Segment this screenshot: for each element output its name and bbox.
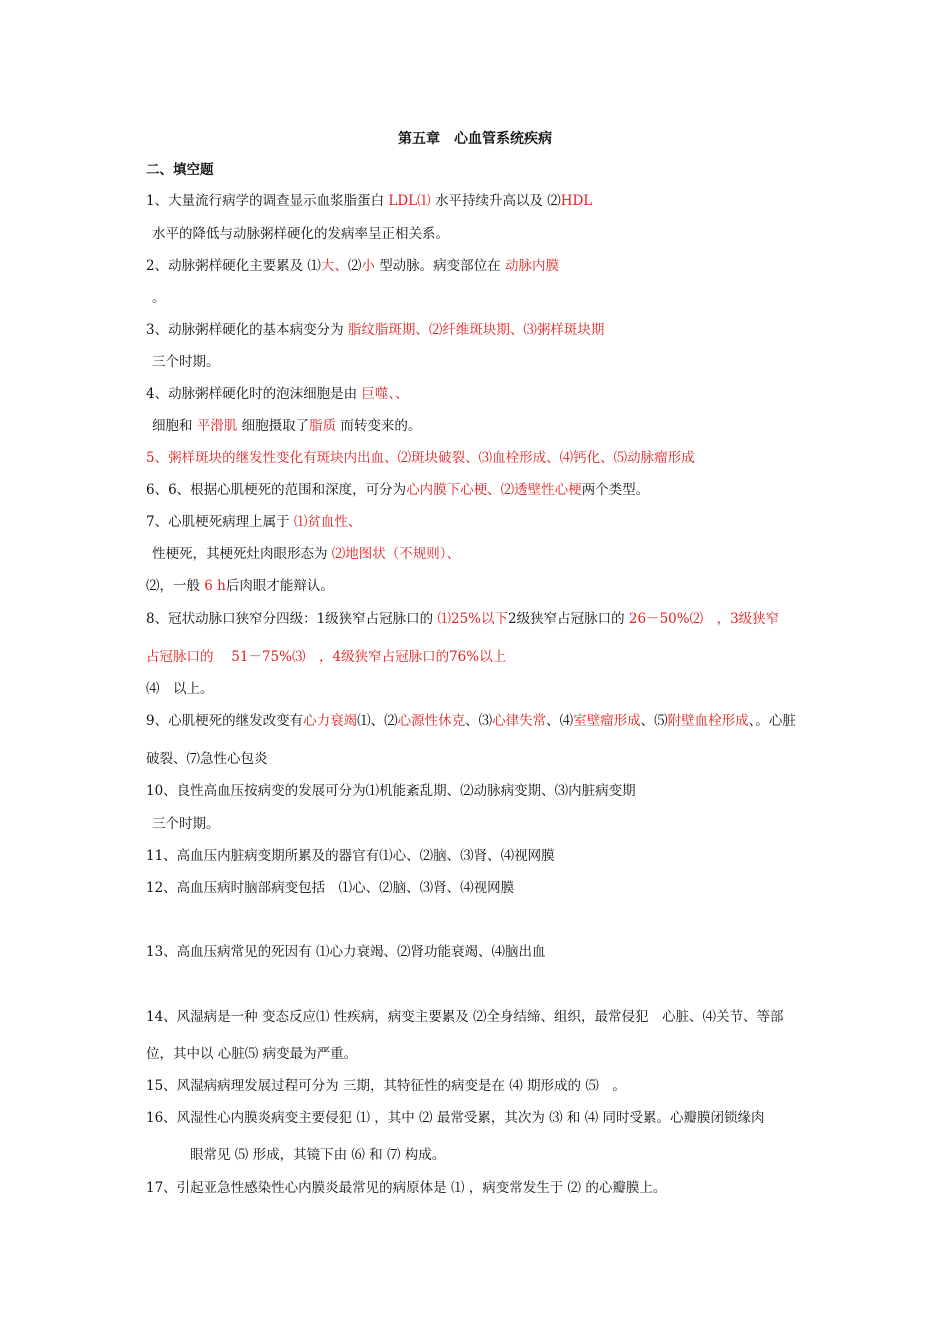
question-9-line-1: 9、心肌梗死的继发改变有心力衰竭⑴、⑵心源性休克、⑶心律失常、⑷室壁瘤形成、⑸附壁血栓形成、。心脏 — [146, 713, 796, 729]
question-7-line-1: 7、心肌梗死病理上属于 ⑴贫血性、 — [146, 514, 362, 530]
question-17: 17、引起亚急性感染性心内膜炎最常见的病原体是 ⑴ ，病变常发生于 ⑵ 的心瓣膜上。 — [146, 1180, 667, 1196]
question-14-line-1: 14、风湿病是一种 变态反应⑴ 性疾病，病变主要累及 ⑵全身结缔、组织，最常侵犯 心脏、⑷关节、等部 — [146, 1009, 784, 1025]
question-10-line-2: 三个时期。 — [152, 816, 220, 832]
question-1-line-1: 1、大量流行病学的调查显示血浆脂蛋白 LDL⑴ 水平持续升高以及 ⑵HDL — [146, 193, 593, 209]
question-1-line-2: 水平的降低与动脉粥样硬化的发病率呈正相关系。 — [152, 226, 449, 242]
question-16-line-2: 眼常见 ⑸ 形成，其镜下由 ⑹ 和 ⑺ 构成。 — [190, 1147, 446, 1163]
question-4-line-2: 细胞和 平滑肌 细胞摄取了脂质 而转变来的。 — [152, 418, 422, 434]
question-3-line-2: 三个时期。 — [152, 354, 220, 370]
question-8-line-3: ⑷ 以上。 — [146, 681, 214, 697]
question-3-line-1: 3、动脉粥样硬化的基本病变分为 脂纹脂斑期、⑵纤维斑块期、⑶粥样斑块期 — [146, 322, 605, 338]
question-7-line-3: ⑵，一般 6 h后肉眼才能辩认。 — [146, 578, 334, 594]
section-heading: 二、填空题 — [146, 162, 214, 178]
question-13: 13、高血压病常见的死因有 ⑴心力衰竭、⑵肾功能衰竭、⑷脑出血 — [146, 944, 546, 960]
question-12: 12、高血压病时脑部病变包括 ⑴心、⑵脑、⑶肾、⑷视网膜 — [146, 880, 515, 896]
question-16-line-1: 16、风湿性心内膜炎病变主要侵犯 ⑴ ，其中 ⑵ 最常受累，其次为 ⑶ 和 ⑷ 同时受累。心瓣膜闭锁缘肉 — [146, 1110, 765, 1126]
question-2-line-2: 。 — [152, 290, 166, 306]
question-6: 6、6、根据心肌梗死的范围和深度，可分为心内膜下心梗、⑵透壁性心梗两个类型。 — [146, 482, 650, 498]
question-9-line-2: 破裂、⑺急性心包炎 — [146, 751, 268, 767]
question-11: 11、高血压内脏病变期所累及的器官有⑴心、⑵脑、⑶肾、⑷视网膜 — [146, 848, 555, 864]
question-10-line-1: 10、良性高血压按病变的发展可分为⑴机能紊乱期、⑵动脉病变期、⑶内脏病变期 — [146, 783, 636, 799]
chapter-title: 第五章 心血管系统疾病 — [398, 131, 552, 147]
question-8-line-1: 8、冠状动脉口狭窄分四级：1级狭窄占冠脉口的 ⑴25%以下2级狭窄占冠脉口的 26－50%⑵ ，3级狭窄 — [146, 611, 780, 627]
question-14-line-2: 位，其中以 心脏⑸ 病变最为严重。 — [146, 1046, 358, 1062]
question-15: 15、风湿病病理发展过程可分为 三期，其特征性的病变是在 ⑷ 期形成的 ⑸ 。 — [146, 1078, 626, 1094]
question-2-line-1: 2、动脉粥样硬化主要累及 ⑴大、⑵小 型动脉。病变部位在 动脉内膜 — [146, 258, 559, 274]
question-4-line-1: 4、动脉粥样硬化时的泡沫细胞是由 巨噬、、 — [146, 386, 409, 402]
question-7-line-2: 性梗死，其梗死灶肉眼形态为 ⑵地图状（不规则）、 — [152, 546, 461, 562]
question-8-line-2: 占冠脉口的 51－75%⑶ ，4级狭窄占冠脉口的76%以上 — [146, 649, 507, 665]
question-5: 5、粥样斑块的继发性变化有斑块内出血、⑵斑块破裂、⑶血栓形成、⑷钙化、⑸动脉瘤形成 — [146, 450, 695, 466]
